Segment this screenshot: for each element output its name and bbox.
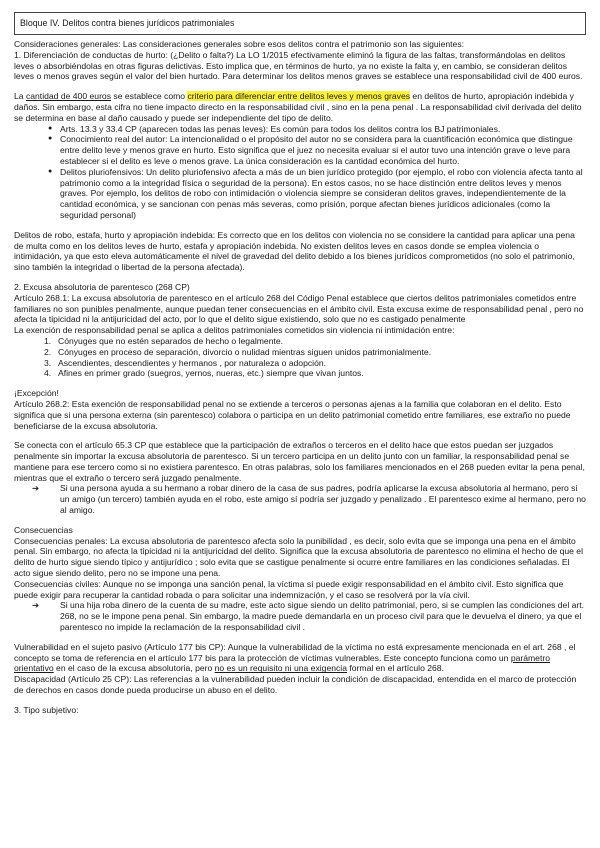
list-item [32, 600, 586, 633]
arrow-icon: ➔ [32, 600, 40, 611]
text-fragment: se establece como [111, 91, 188, 102]
cantidad-paragraph [14, 91, 586, 123]
text-fragment: formal en el artículo 268. [347, 663, 444, 674]
consecuencias-heading: Consecuencias [14, 524, 73, 535]
robo-paragraph: Delitos de robo, estafa, hurto y apropiación indebida: Es correcto que en los delitos con violencia no se considere la cantidad para aplicar una pena de multa como en los delitos leves de hurto, estafa y apropiación indebida. No existen delitos leves en casos donde se emplea violencia o intimidación, ya que esto eleva automáticamente el nivel de gravedad del delito debido a los bienes jurídicos comprometidos (no solo el patrimonio, sino también la integridad o libertad de la persona afectada). [14, 229, 575, 273]
document-page [14, 12, 586, 716]
text-fragment: Vulnerabilidad en el sujeto pasivo (Artículo 177 bis CP): Aunque la vulnerabilidad de la víctima no está expresamente mencionada en el art. 268 , el concepto se toma de referencia en el artículo 177 bis para la protección de víctimas vulnerables. Este concepto funciona como un [14, 641, 576, 663]
list-text: Cónyuges que no estén separados de hecho o legalmente. [58, 335, 284, 346]
article-268-1: Artículo 268.1: La excusa absolutoria de parentesco en el artículo 268 del Código Penal establece que ciertos delitos patrimoniales cometidos entre familiares no son punibles penalmente, aunque puedan tener consecuencias en el ámbito civil. Esta excusa exime de responsabilidad penal , pero no afecta la tipicidad ni la antijuricidad del acto, por lo que el delito sigue existiendo, solo que no es castigado penalmente [14, 292, 584, 325]
list-item: ● Conocimiento real del autor: La intencionalidad o el propósito del autor no se considera para la cuantificación económica que distingue entre delito leve y menos grave en hurto. Esto significa que el juez no necesita evaluar si el autor tuvo una intención grave o leve para establecer si el delito es leve o menos grave. La única consideración es la cantidad económica del hurto. [60, 134, 586, 166]
list-text: Cónyuges en proceso de separación, divorcio o nulidad mientras siguen unidos patrimonialmente. [58, 346, 432, 357]
bullet-list [60, 124, 586, 221]
intro-heading: Consideraciones generales: Las consideraciones generales sobre esos delitos contra el patrimonio son las siguientes: [14, 39, 465, 49]
exencion-paragraph: La exención de responsabilidad penal se aplica a delitos patrimoniales cometidos sin violencia ni intimidación entre: [14, 325, 455, 336]
hurto-paragraph: 1. Diferenciación de conductas de hurto: (¿Delito o falta?) La LO 1/2015 efectivamente eliminó la figura de las faltas, transformándolas en delitos leves o absorbiéndolas en otras figuras delictivas. Esto implica que, en términos de hurto, ya no existe la falta y, en cambio, se consideran delitos leves o menos graves según el valor del bien hurtado. Para determinar los delitos menos graves se establece una responsabilidad civil de 400 euros. [14, 49, 583, 82]
page-title: Bloque IV. Delitos contra bienes jurídicos patrimoniales [14, 12, 586, 35]
vulnerabilidad-paragraph [14, 642, 586, 674]
underlined-phrase: no es un requisito ni una exigencia [214, 663, 347, 674]
example-list [32, 483, 586, 515]
list-item [44, 336, 586, 347]
text-fragment: en delitos de hurto, apropiación indebida y daños. Sin embargo, esta cifra no tiene impacto directo en la responsabilidad civil , sino en la pena penal . La responsabilidad civil derivada del delito se determina en base al daño causado y puede ser independiente del tipo de delito. [14, 91, 582, 123]
list-number: 3. [44, 357, 52, 368]
list-item: ● Delitos pluriofensivos: Un delito pluriofensivo afecta a más de un bien jurídico protegido (por ejemplo, el robo con violencia afecta tanto al patrimonio como a la integridad física o seguridad de la persona). En estos casos, no se hace distinción entre delitos leves y menos graves. Por ejemplo, los delitos de robo con intimidación o violencia siempre se consideran delitos graves, independientemente de la cantidad económica, y se sancionan con penas más severas, como prisión, porque afectan bienes jurídicos adicionales (como la seguridad personal) [60, 167, 586, 221]
article-268-2: Artículo 268.2: Esta exención de responsabilidad penal no se extiende a terceros o personas ajenas a la familia que colaboran en el delito. Esto significa que si una persona externa (sin parentesco) colabora o participa en un delito patrimonial cometido entre familiares, ese extraño no puede beneficiarse de la excusa absolutoria. [14, 398, 571, 431]
list-item [44, 358, 586, 369]
underlined-phrase: parámetro orientativo [14, 652, 550, 674]
discapacidad-paragraph: Discapacidad (Artículo 25 CP): Las referencias a la vulnerabilidad pueden incluir la condición de discapacidad, entendida en el marco de protección de derechos en casos donde pueda producirse un abuso en el delito. [14, 674, 577, 696]
example-text: Si una hija roba dinero de la cuenta de su madre, este acto sigue siendo un delito patrimonial, pero, si se cumplen las condiciones del art. 268, no se le impone pena penal. Sin embargo, la madre puede demandarla en un proceso civil para que le devuelva el dinero, ya que el parentesco no impide la reclamación de la responsabilidad civil . [60, 600, 585, 633]
example-text: Si una persona ayuda a su hermano a robar dinero de la casa de sus padres, podría aplicarse la excusa absolutoria al hermano, pero si un amigo (un tercero) también ayuda en el robo, este amigo sí podría ser juzgado y penalizado . El parentesco exime al hermano, pero no al amigo. [60, 483, 586, 516]
list-text: Ascendientes, descendientes y hermanos , por naturaleza o adopción. [58, 357, 327, 368]
example-list [32, 600, 586, 632]
arrow-icon: ➔ [32, 483, 40, 494]
list-number: 1. [44, 335, 52, 346]
list-item: ● Arts. 13.3 y 33.4 CP (aparecen todas las penas leves): Es común para todos los delitos contra los BJ patrimoniales. [60, 124, 586, 135]
list-number: 2. [44, 346, 52, 357]
list-item [32, 483, 586, 516]
text-fragment: La [14, 91, 26, 102]
conecta-paragraph: Se conecta con el artículo 65.3 CP que establece que la participación de extraños o terceros en el delito hace que estos puedan ser juzgados penalmente sin importar la excusa absolutoria de parentesco. Si un tercero participa en un delito junto con un familiar, la responsabilidad penal se mantiene para ese tercero como si no existiera parentesco. En otras palabras, solo los familiares mencionados en el 268 pueden evitar la pena penal, mientras que el extraño o tercero será juzgado penalmente. [14, 440, 585, 483]
tipo-subjetivo-heading: 3. Tipo subjetivo: [14, 704, 79, 715]
list-number: 4. [44, 368, 52, 379]
excepcion-heading: ¡Excepción! [14, 388, 59, 399]
underlined-amount: cantidad de 400 euros [25, 91, 112, 102]
consecuencias-penales: Consecuencias penales: La excusa absolutoria de parentesco afecta solo la punibilidad , es decir, solo evita que se imponga una pena en el ámbito penal. Sin embargo, no afecta la tipicidad ni la antijuricidad del delito. Significa que la excusa absolutoria de parentesco no elimina el hecho de que el delito de hurto sigue siendo típico y antijurídico ; solo evita que se castigue penalmente si ocurre entre familiares en las condiciones señaladas. El acto sigue siendo delito, pero no se impone una pena. [14, 535, 583, 579]
numbered-list [44, 336, 586, 379]
list-text: Afines en primer grado (suegros, yernos, nueras, etc.) siempre que vivan juntos. [58, 368, 364, 379]
list-item [44, 368, 586, 379]
section-heading: 2. Excusa absolutoria de parentesco (268 CP) [14, 281, 190, 292]
highlighted-criterion: criterio para diferenciar entre delitos leves y menos graves [187, 91, 411, 102]
text-fragment: en el caso de la excusa absolutoria, pero [53, 663, 215, 674]
consecuencias-civiles: Consecuencias civiles: Aunque no se imponga una sanción penal, la víctima sí puede exigir responsabilidad en el ámbito civil. Esto significa que puede exigir para recuperar la cantidad robada o para solicitar una indemnización, y el caso se resolverá por la vía civil. [14, 578, 564, 600]
list-item [44, 347, 586, 358]
